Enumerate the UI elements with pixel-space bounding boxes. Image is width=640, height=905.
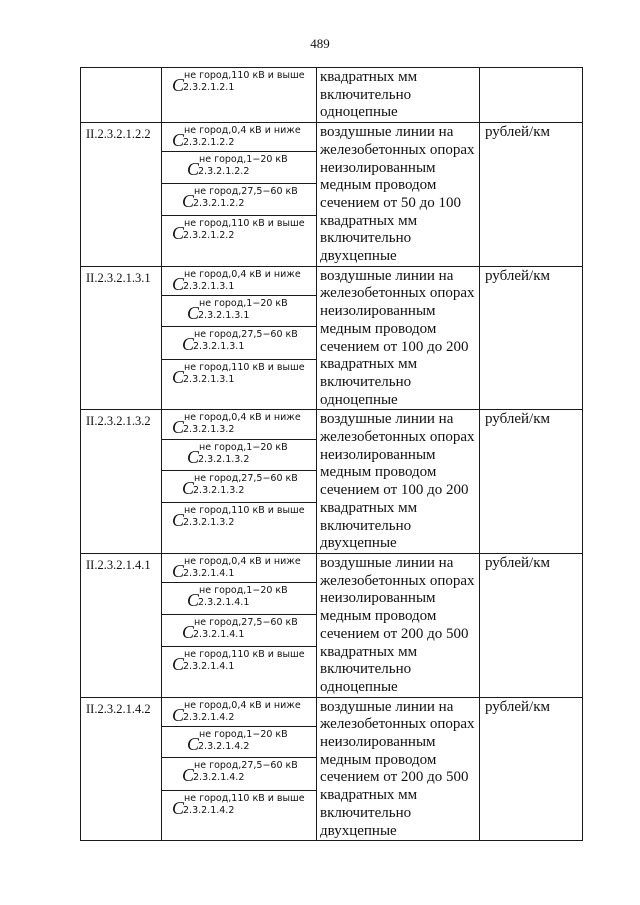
formula-subscript: 2.3.2.1.2.2 [193,197,245,209]
tariff-formula [162,184,316,215]
formula-subscript: 2.3.2.1.2.1 [183,82,235,93]
formula-superscript: не город,110 кВ и выше [184,70,305,81]
tariff-formula [162,758,316,789]
formula-cell [162,758,317,790]
description-line: включительно [320,230,412,247]
formula-superscript: не город,110 кВ и выше [184,218,305,230]
tariff-formula [162,410,316,438]
tariff-formula [162,68,316,120]
description-line: квадратных мм [320,643,418,660]
formula-symbol: C [172,273,185,294]
formula-symbol: C [172,417,185,438]
formula-symbol: C [172,75,185,95]
description-line: одноцепные [320,391,398,408]
formula-symbol: C [172,704,185,725]
formula-symbol: C [187,590,200,611]
tariff-formula [162,503,316,552]
formula-subscript: 2.3.2.1.4.2 [193,772,245,784]
formula-symbol: C [172,510,185,531]
formula-cell [162,266,317,295]
tariff-formula [162,216,316,265]
description-line: включительно [320,661,412,678]
formula-symbol: C [172,654,185,675]
formula-superscript: не город,1−20 кВ [199,585,288,597]
formula-symbol: C [182,334,195,355]
code-cell-empty [81,68,162,123]
description-line: включительно [320,517,412,534]
description-line: сечением от 50 до 100 [320,194,462,211]
description-cell [317,553,480,697]
tariff-formula [162,583,316,613]
formula-symbol: C [182,478,195,499]
formula-superscript: не город,27,5−60 кВ [194,329,298,341]
formula-cell [162,583,317,614]
formula-subscript: 2.3.2.1.2.2 [183,137,235,149]
formula-cell [162,726,317,757]
formula-subscript: 2.3.2.1.2.2 [198,166,250,178]
formula-symbol: C [187,159,200,180]
description-line: неизолированным [320,590,436,607]
formula-symbol: C [187,733,200,754]
tariff-code: II.2.3.2.1.3.1 [81,266,162,410]
formula-superscript: не город,27,5−60 кВ [194,616,298,628]
tariff-formula [162,791,316,840]
formula-subscript: 2.3.2.1.3.2 [198,453,250,465]
formula-superscript: не город,27,5−60 кВ [194,760,298,772]
table-row [81,697,583,726]
tariff-formula [162,698,316,726]
description-line: воздушные линии на [320,411,454,428]
formula-cell [162,327,317,359]
description-line: одноцепные [320,104,398,121]
table-row [81,410,583,439]
description-line: медным проводом [320,464,437,481]
formula-subscript: 2.3.2.1.4.2 [183,804,235,816]
formula-subscript: 2.3.2.1.4.2 [183,711,235,723]
formula-cell [162,647,317,698]
formula-superscript: не город,1−20 кВ [199,441,288,453]
formula-subscript: 2.3.2.1.4.1 [183,567,235,579]
description-line: неизолированным [320,159,436,176]
formula-cell [162,439,317,470]
description-line: сечением от 200 до 500 [320,625,469,642]
description-line: двухцепные [320,248,397,265]
description-line: квадратных мм [320,787,418,804]
description-line: неизолированным [320,303,436,320]
description-line: железобетонных опорах [320,285,475,302]
table-row [81,123,583,152]
formula-cell [162,471,317,503]
formula-symbol: C [172,366,185,387]
description-line: медным проводом [320,177,437,194]
description-line: одноцепные [320,678,398,695]
page-number: 489 [310,36,330,51]
formula-symbol: C [172,560,185,581]
formula-superscript: не город,110 кВ и выше [184,505,305,517]
description-line: железобетонных опорах [320,141,475,158]
tariff-formula [162,440,316,470]
tariff-formula [162,647,316,696]
formula-symbol: C [182,765,195,786]
unit-cell-empty [480,68,583,123]
formula-subscript: 2.3.2.1.3.1 [193,341,245,353]
formula-subscript: 2.3.2.1.3.1 [183,373,235,385]
formula-cell [162,183,317,215]
formula-subscript: 2.3.2.1.2.2 [183,230,235,242]
formula-superscript: не город,1−20 кВ [199,298,288,310]
description-line: сечением от 100 до 200 [320,338,469,355]
description-line: квадратных мм [320,356,418,373]
description-line: включительно [320,804,412,821]
formula-symbol: C [187,446,200,467]
tariff-formula [162,360,316,409]
description-cell [317,697,480,841]
description-line: медным проводом [320,608,437,625]
tariff-code: II.2.3.2.1.3.2 [81,410,162,554]
tariff-code: II.2.3.2.1.4.1 [81,553,162,697]
formula-cell [162,68,317,123]
description-line: квадратных мм [320,499,418,516]
tariff-formula [162,615,316,646]
formula-symbol: C [172,130,185,151]
formula-cell [162,553,317,582]
description-line: сечением от 100 до 200 [320,482,469,499]
formula-cell [162,697,317,726]
tariff-code: II.2.3.2.1.2.2 [81,123,162,267]
formula-cell [162,614,317,646]
formula-subscript: 2.3.2.1.3.2 [183,424,235,436]
formula-subscript: 2.3.2.1.4.1 [198,597,250,609]
formula-superscript: не город,0,4 кВ и ниже [184,699,301,711]
description-line: воздушные линии на [320,124,454,141]
formula-superscript: не город,0,4 кВ и ниже [184,268,301,280]
description-line: железобетонных опорах [320,572,475,589]
tariff-formula [162,267,316,295]
formula-cell [162,790,317,841]
formula-subscript: 2.3.2.1.3.2 [193,485,245,497]
formula-superscript: не город,1−20 кВ [199,154,288,166]
table-row-continued [81,68,583,123]
unit-cell: рублей/км [480,266,583,410]
formula-superscript: не город,1−20 кВ [199,728,288,740]
tariff-code: II.2.3.2.1.4.2 [81,697,162,841]
formula-superscript: не город,110 кВ и выше [184,649,305,661]
description-cell [317,123,480,267]
tariff-formula [162,471,316,502]
formula-symbol: C [187,303,200,324]
description-line: квадратных мм [320,69,418,85]
unit-cell: рублей/км [480,697,583,841]
formula-cell [162,410,317,439]
formula-symbol: C [172,223,185,244]
description-line: железобетонных опорах [320,716,475,733]
description-line: воздушные линии на [320,267,454,284]
formula-superscript: не город,0,4 кВ и ниже [184,125,301,137]
formula-superscript: не город,0,4 кВ и ниже [184,412,301,424]
description-line: медным проводом [320,751,437,768]
unit-cell: рублей/км [480,123,583,267]
tariff-formula [162,554,316,582]
description-line: медным проводом [320,320,437,337]
formula-cell [162,216,317,267]
formula-subscript: 2.3.2.1.4.2 [198,740,250,752]
formula-superscript: не город,110 кВ и выше [184,361,305,373]
description-line: воздушные линии на [320,698,454,715]
description-cell [317,410,480,554]
description-line: железобетонных опорах [320,429,475,446]
tariff-formula [162,296,316,326]
unit-cell: рублей/км [480,553,583,697]
description-cell [317,266,480,410]
description-line: неизолированным [320,446,436,463]
description-line: неизолированным [320,734,436,751]
tariff-formula [162,152,316,182]
description-line: воздушные линии на [320,554,454,571]
formula-subscript: 2.3.2.1.3.1 [183,280,235,292]
formula-superscript: не город,110 кВ и выше [184,792,305,804]
unit-cell: рублей/км [480,410,583,554]
tariff-formula [162,727,316,757]
formula-subscript: 2.3.2.1.4.1 [183,661,235,673]
formula-subscript: 2.3.2.1.4.1 [193,628,245,640]
formula-symbol: C [182,621,195,642]
description-line: двухцепные [320,535,397,552]
formula-cell [162,152,317,183]
description-line: квадратных мм [320,212,418,229]
formula-cell [162,123,317,152]
formula-subscript: 2.3.2.1.3.2 [183,517,235,529]
description-cell [317,68,480,123]
formula-symbol: C [182,190,195,211]
description-line: сечением от 200 до 500 [320,769,469,786]
formula-subscript: 2.3.2.1.3.1 [198,310,250,322]
formula-superscript: не город,27,5−60 кВ [194,185,298,197]
table-row [81,553,583,582]
description-line: включительно [320,86,412,103]
formula-cell [162,296,317,327]
formula-symbol: C [172,797,185,818]
tariff-table [80,67,583,841]
description-line: двухцепные [320,822,397,839]
formula-superscript: не город,27,5−60 кВ [194,473,298,485]
tariff-formula [162,327,316,358]
formula-superscript: не город,0,4 кВ и ниже [184,555,301,567]
description-line: включительно [320,373,412,390]
formula-cell [162,503,317,554]
formula-cell [162,359,317,410]
table-row [81,266,583,295]
tariff-formula [162,123,316,151]
